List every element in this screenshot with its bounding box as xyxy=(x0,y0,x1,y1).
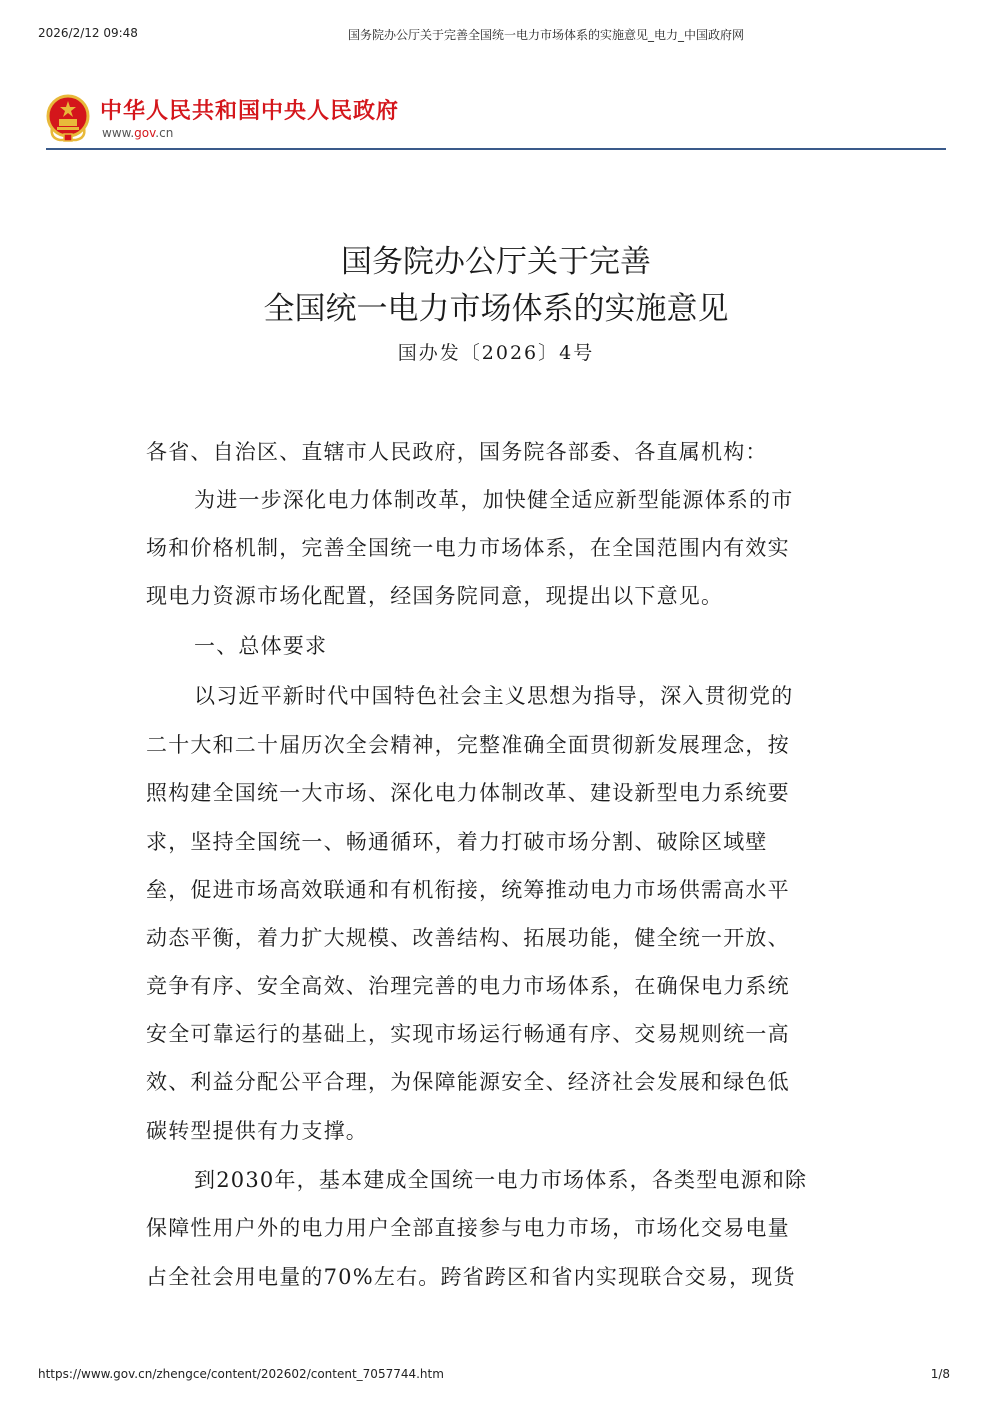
body-line: 垒，促进市场高效联通和有机衔接，统筹推动电力市场供需高水平 xyxy=(146,878,790,902)
body-line: 碳转型提供有力支撑。 xyxy=(146,1119,368,1143)
section-heading: 一、总体要求 xyxy=(194,634,328,658)
body-line: 照构建全国统一大市场、深化电力体制改革、建设新型电力系统要 xyxy=(146,781,790,805)
body-line: 场和价格机制，完善全国统一电力市场体系，在全国范围内有效实 xyxy=(146,536,790,560)
masthead-divider xyxy=(46,148,946,150)
site-url-suffix: .cn xyxy=(155,126,174,140)
national-emblem-icon xyxy=(46,94,90,142)
body-line: 安全可靠运行的基础上，实现市场运行畅通有序、交易规则统一高 xyxy=(146,1022,790,1046)
print-page-number: 1/8 xyxy=(930,1367,950,1381)
body-line: 为进一步深化电力体制改革，加快健全适应新型能源体系的市 xyxy=(194,488,794,512)
body-line: 二十大和二十届历次全会精神，完整准确全面贯彻新发展理念，按 xyxy=(146,733,790,757)
body-line: 动态平衡，着力扩大规模、改善结构、拓展功能，健全统一开放、 xyxy=(146,926,790,950)
site-url[interactable] xyxy=(102,126,173,140)
body-line: 以习近平新时代中国特色社会主义思想为指导，深入贯彻党的 xyxy=(194,684,794,708)
body-line-salutation: 各省、自治区、直辖市人民政府，国务院各部委、各直属机构： xyxy=(146,440,768,464)
document-title-line-2: 全国统一电力市场体系的实施意见 xyxy=(263,291,729,327)
site-masthead xyxy=(46,92,946,152)
print-page-title: 国务院办公厅关于完善全国统一电力市场体系的实施意见_电力_中国政府网 xyxy=(348,28,745,42)
body-line: 现电力资源市场化配置，经国务院同意，现提出以下意见。 xyxy=(146,584,724,608)
body-line: 求，坚持全国统一、畅通循环，着力打破市场分割、破除区域壁 xyxy=(146,830,768,854)
body-line: 保障性用户外的电力用户全部直接参与电力市场，市场化交易电量 xyxy=(146,1216,790,1240)
body-line: 占全社会用电量的70%左右。跨省跨区和省内实现联合交易，现货 xyxy=(146,1265,796,1289)
body-line: 到2030年，基本建成全国统一电力市场体系，各类型电源和除 xyxy=(194,1168,808,1192)
site-name: 中华人民共和国中央人民政府 xyxy=(100,99,400,124)
site-url-prefix: www. xyxy=(102,126,135,140)
document-number: 国办发〔2026〕4号 xyxy=(397,342,595,364)
print-footer-url: https://www.gov.cn/zhengce/content/202602/content_7057744.htm xyxy=(38,1367,444,1381)
body-line: 效、利益分配公平合理，为保障能源安全、经济社会发展和绿色低 xyxy=(146,1070,790,1094)
body-line: 竞争有序、安全高效、治理完善的电力市场体系，在确保电力系统 xyxy=(146,974,790,998)
document-title-line-1: 国务院办公厅关于完善 xyxy=(341,244,651,280)
site-url-accent: gov xyxy=(134,126,156,140)
print-datetime: 2026/2/12 09:48 xyxy=(38,26,138,40)
